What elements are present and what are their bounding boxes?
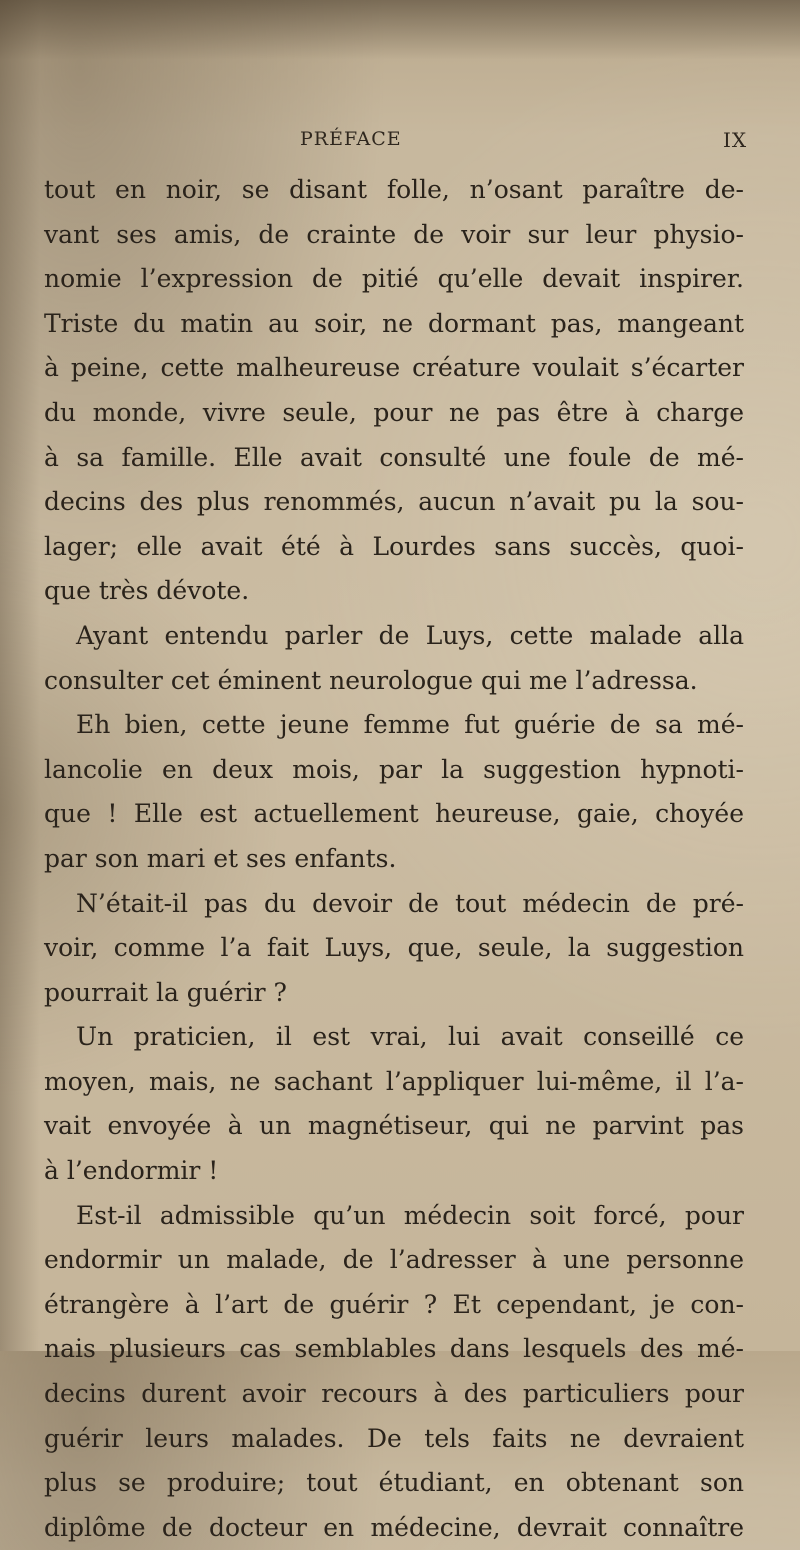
page-number: IX <box>723 128 748 152</box>
text-line: à l’endormir ! <box>44 1156 219 1186</box>
text-line: par son mari et ses enfants. <box>44 843 397 873</box>
text-line: Triste du matin au soir, ne dormant pas, mangeant <box>44 308 744 338</box>
running-title: PRÉFACE <box>300 128 402 150</box>
text-line: que très dévote. <box>44 576 250 606</box>
page-gutter-shadow <box>0 0 40 1351</box>
text-line: Ayant entendu parler de Luys, cette malade alla <box>76 620 744 650</box>
text-line: à peine, cette malheureuse créature voulait s’écarter <box>44 353 744 383</box>
text-line: plus se produire; tout étudiant, en obtenant son <box>44 1468 744 1498</box>
text-line: Eh bien, cette jeune femme fut guérie de sa mé- <box>76 710 744 740</box>
text-line: vant ses amis, de crainte de voir sur leur physio- <box>44 219 744 249</box>
text-line: lager; elle avait été à Lourdes sans succès, quoi- <box>44 531 744 561</box>
running-head <box>0 128 800 158</box>
text-line: nomie l’expression de pitié qu’elle devait inspirer. <box>44 264 744 294</box>
text-line: Un praticien, il est vrai, lui avait conseillé ce <box>76 1022 744 1052</box>
text-line: consulter cet éminent neurologue qui me l’adressa. <box>44 665 698 695</box>
text-line: moyen, mais, ne sachant l’appliquer lui-même, il l’a- <box>44 1066 744 1096</box>
text-line: du monde, vivre seule, pour ne pas être à charge <box>44 397 744 427</box>
text-line: à sa famille. Elle avait consulté une foule de mé- <box>44 442 744 472</box>
text-line: étrangère à l’art de guérir ? Et cependant, je con- <box>44 1289 744 1319</box>
text-line: decins des plus renommés, aucun n’avait pu la sou- <box>44 487 744 517</box>
text-line: decins durent avoir recours à des particuliers pour <box>44 1379 744 1409</box>
text-line: tout en noir, se disant folle, n’osant paraître de- <box>44 175 744 204</box>
text-line: pourrait la guérir ? <box>44 977 287 1007</box>
text-line: Est-il admissible qu’un médecin soit forcé, pour <box>76 1200 744 1230</box>
text-line: vait envoyée à un magnétiseur, qui ne parvint pas <box>44 1111 744 1141</box>
text-line: lancolie en deux mois, par la suggestion hypnoti- <box>44 754 744 784</box>
body-text <box>44 168 744 1550</box>
text-line: nais plusieurs cas semblables dans lesquels des mé- <box>44 1334 744 1364</box>
text-line: guérir leurs malades. De tels faits ne devraient <box>44 1423 744 1453</box>
page-stain <box>0 0 800 60</box>
text-line: diplôme de docteur en médecine, devrait connaître <box>44 1512 744 1542</box>
text-line: endormir un malade, de l’adresser à une personne <box>44 1245 744 1275</box>
text-line: que ! Elle est actuellement heureuse, gaie, choyée <box>44 799 744 829</box>
text-line: N’était-il pas du devoir de tout médecin de pré- <box>76 888 744 918</box>
text-line: voir, comme l’a fait Luys, que, seule, la suggestion <box>44 933 744 963</box>
